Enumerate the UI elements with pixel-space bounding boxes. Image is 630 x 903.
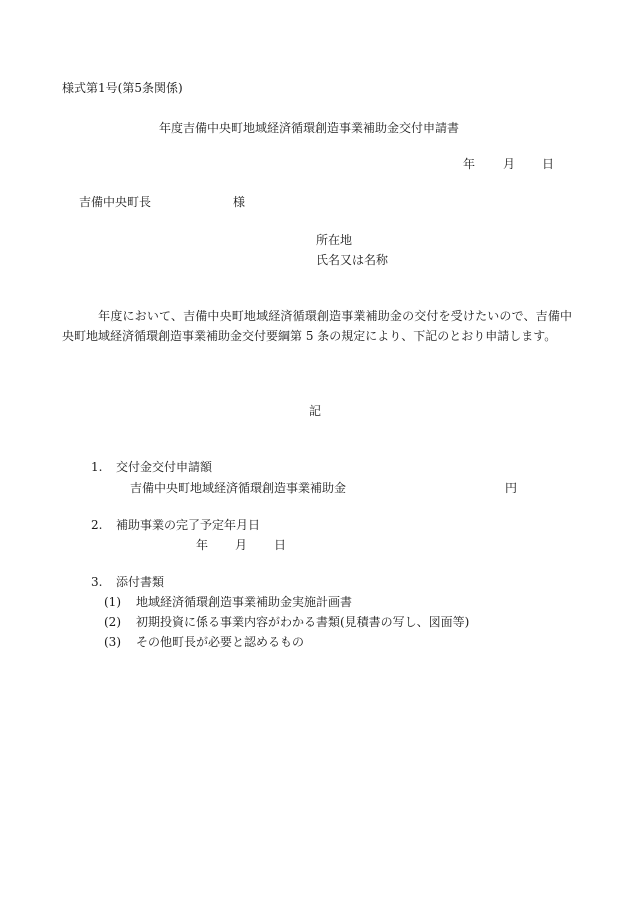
attachment-1-text: 地域経済循環創造事業補助金実施計画書 <box>136 595 353 609</box>
form-title: 年度吉備中央町地域経済循環創造事業補助金交付申請書 <box>159 121 460 135</box>
ki-heading: 記 <box>309 404 322 418</box>
item-3-label: 添付書類 <box>116 575 165 589</box>
item-1-label: 交付金交付申請額 <box>116 460 213 474</box>
applicant-address-label: 所在地 <box>316 233 353 247</box>
attachment-2-text: 初期投資に係る事業内容がわかる書類(見積書の写し、図面等) <box>136 615 470 629</box>
item-1-subsidy-name: 吉備中央町地域経済循環創造事業補助金 <box>130 481 347 495</box>
attachment-2-number: (2) <box>104 615 121 629</box>
date-day-label: 日 <box>542 157 555 171</box>
request-statement-text: 年度において、吉備中央町地域経済循環創造事業補助金の交付を受けたいので、吉備中央町地域経済循環創造事業補助金交付要綱第 5 条の規定により、下記のとおり申請します。 <box>62 309 572 343</box>
date-month-label: 月 <box>503 157 516 171</box>
item-2-day-label: 日 <box>274 538 287 552</box>
item-1-yen-unit: 円 <box>505 481 518 495</box>
item-1-number: 1. <box>91 460 103 474</box>
item-2-year-label: 年 <box>196 538 209 552</box>
applicant-name-label: 氏名又は名称 <box>316 253 389 267</box>
request-statement <box>62 306 572 346</box>
item-2-month-label: 月 <box>235 538 248 552</box>
addressee-name: 吉備中央町長 <box>79 195 152 209</box>
date-year-label: 年 <box>463 157 476 171</box>
attachment-3-text: その他町長が必要と認めるもの <box>136 635 305 649</box>
item-2-label: 補助事業の完了予定年月日 <box>116 518 261 532</box>
addressee-honorific: 様 <box>233 195 246 209</box>
attachment-1-number: (1) <box>104 595 121 609</box>
item-2-number: 2. <box>91 518 103 532</box>
item-3-number: 3. <box>91 575 103 589</box>
attachment-3-number: (3) <box>104 635 121 649</box>
form-number: 様式第1号(第5条関係) <box>62 81 183 95</box>
